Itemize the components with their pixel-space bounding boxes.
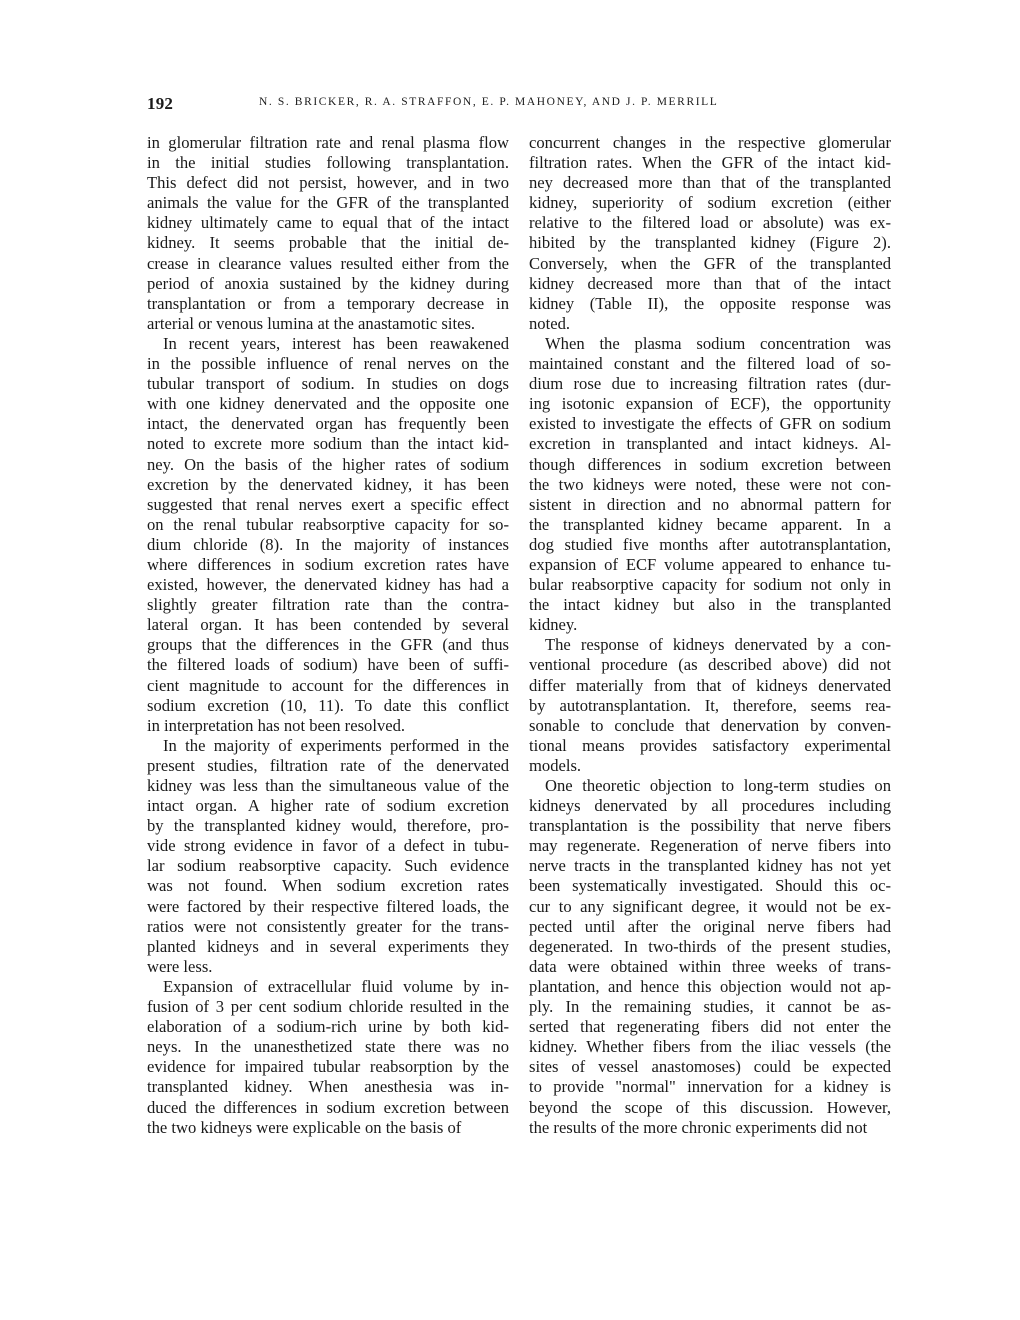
text-line: differ materially from that of kidneys denervated: [529, 675, 891, 695]
text-line: suggested that renal nerves exert a specific effect: [147, 494, 509, 514]
text-line: nerve tracts in the transplanted kidney has not yet: [529, 856, 891, 876]
text-line: Conversely, when the GFR of the transplanted: [529, 253, 891, 273]
text-line: kidney. It seems probable that the initial de-: [147, 233, 509, 253]
text-line: This defect did not persist, however, and in two: [147, 173, 509, 193]
paragraph: [147, 133, 509, 334]
text-line: hibited by the transplanted kidney (Figure 2).: [529, 233, 891, 253]
text-line: excretion by the denervated kidney, it has been: [147, 474, 509, 494]
text-line: sites of vessel anastomoses) could be expected: [529, 1057, 891, 1077]
text-line: the intact kidney but also in the transplanted: [529, 595, 891, 615]
text-line: cient magnitude to account for the differences in: [147, 675, 509, 695]
text-line: on the renal tubular reabsorptive capacity for so-: [147, 514, 509, 534]
text-line: the two kidneys were noted, these were not con-: [529, 474, 891, 494]
text-line: intact organ. A higher rate of sodium excretion: [147, 796, 509, 816]
paragraph: [529, 133, 891, 334]
text-line: by the transplanted kidney would, therefore, pro-: [147, 816, 509, 836]
text-line: planted kidneys and in several experiments they: [147, 936, 509, 956]
text-line: relative to the filtered load or absolute) was ex-: [529, 213, 891, 233]
text-line: in the initial studies following transplantation.: [147, 153, 509, 173]
text-line: existed, however, the denervated kidney has had a: [147, 575, 509, 595]
text-line: beyond the scope of this discussion. However,: [529, 1097, 891, 1117]
text-line: dog studied five months after autotransplantation,: [529, 534, 891, 554]
text-line: may regenerate. Regeneration of nerve fibers into: [529, 836, 891, 856]
text-line: kidneys denervated by all procedures including: [529, 796, 891, 816]
page-header: [147, 94, 892, 116]
text-line: existed to investigate the effects of GFR on sodium: [529, 414, 891, 434]
text-line: in glomerular filtration rate and renal plasma flow: [147, 133, 509, 152]
text-line: degenerated. In two-thirds of the present studies,: [529, 936, 891, 956]
text-line: filtration rates. When the GFR of the intact kid-: [529, 153, 891, 173]
text-line: the two kidneys were explicable on the basis of: [147, 1117, 462, 1137]
text-line: present studies, filtration rate of the denervated: [147, 755, 509, 775]
text-line: were less.: [147, 956, 213, 976]
paragraph: [529, 776, 891, 1138]
running-head-authors: N. S. BRICKER, R. A. STRAFFON, E. P. MAHONEY, AND J. P. MERRILL: [259, 96, 719, 108]
text-line: concurrent changes in the respective glomerular: [529, 133, 891, 152]
text-line: cur to any significant degree, it would not be ex-: [529, 896, 891, 916]
text-line: in the possible influence of renal nerves on the: [147, 354, 509, 374]
paragraph: [147, 977, 509, 1138]
text-line: The response of kidneys denervated by a con-: [545, 635, 891, 655]
text-line: sodium excretion (10, 11). To date this conflict: [147, 695, 509, 715]
paragraph: [147, 736, 509, 977]
text-line: When the plasma sodium concentration was: [545, 333, 891, 353]
text-line: ventional procedure (as described above) did not: [529, 655, 891, 675]
text-line: kidney decreased more than that of the intact: [529, 273, 891, 293]
text-line: serted that regenerating fibers did not enter the: [529, 1017, 891, 1037]
text-line: kidney.: [529, 615, 578, 635]
text-line: ney decreased more than that of the transplanted: [529, 173, 891, 193]
text-line: crease in clearance values resulted either from the: [147, 253, 509, 273]
text-line: expansion of ECF volume appeared to enhance tu-: [529, 554, 891, 574]
text-line: noted.: [529, 313, 571, 333]
text-line: Expansion of extracellular fluid volume by in-: [163, 976, 509, 996]
text-line: maintained constant and the filtered load of so-: [529, 354, 891, 374]
paragraph: [529, 635, 891, 776]
text-line: sistent in direction and no abnormal pattern for: [529, 494, 891, 514]
page-number: 192: [147, 94, 174, 113]
text-line: where differences in sodium excretion rates have: [147, 554, 509, 574]
text-line: animals the value for the GFR of the transplanted: [147, 193, 509, 213]
text-line: lar sodium reabsorptive capacity. Such evidence: [147, 856, 509, 876]
paragraph: [147, 334, 509, 736]
text-line: by autotransplantation. It, therefore, seems rea-: [529, 695, 891, 715]
text-line: transplantation or from a temporary decrease in: [147, 293, 509, 313]
text-line: transplanted kidney. When anesthesia was in-: [147, 1077, 509, 1097]
text-line: tubular transport of sodium. In studies on dogs: [147, 374, 509, 394]
text-line: sonable to conclude that denervation by conven-: [529, 715, 891, 735]
text-line: though differences in sodium excretion between: [529, 454, 891, 474]
text-line: ratios were not consistently greater for the trans-: [147, 916, 509, 936]
text-line: noted to excrete more sodium than the intact kid-: [147, 434, 509, 454]
text-line: kidney. Whether fibers from the iliac vessels (the: [529, 1037, 891, 1057]
text-line: vide strong evidence in favor of a defect in tubu-: [147, 836, 509, 856]
text-line: elaboration of a sodium-rich urine by both kid-: [147, 1017, 509, 1037]
paragraph: [529, 334, 891, 635]
text-line: the filtered loads of sodium) have been of suffi-: [147, 655, 509, 675]
text-line: groups that the differences in the GFR (and thus: [147, 635, 509, 655]
text-line: kidney ultimately came to equal that of the intact: [147, 213, 509, 233]
text-line: been systematically investigated. Should this oc-: [529, 876, 891, 896]
text-line: fusion of 3 per cent sodium chloride resulted in the: [147, 997, 509, 1017]
text-line: were factored by their respective filtered loads, the: [147, 896, 509, 916]
text-line: bular reabsorptive capacity for sodium not only in: [529, 575, 891, 595]
text-line: tional means provides satisfactory experimental: [529, 735, 891, 755]
text-line: ply. In the remaining studies, it cannot be as-: [529, 997, 891, 1017]
left-column: [147, 133, 509, 1138]
text-line: was not found. When sodium excretion rates: [147, 876, 509, 896]
text-line: plantation, and hence this objection would not ap-: [529, 976, 891, 996]
text-line: excretion in transplanted and intact kidneys. Al-: [529, 434, 891, 454]
right-column: [529, 133, 891, 1138]
text-line: In the majority of experiments performed in the: [163, 735, 509, 755]
text-line: period of anoxia sustained by the kidney during: [147, 273, 509, 293]
text-line: lateral organ. It has been contended by several: [147, 615, 509, 635]
text-line: One theoretic objection to long-term studies on: [545, 776, 891, 795]
text-line: the results of the more chronic experiments did not: [529, 1117, 868, 1137]
text-line: neys. In the unanesthetized state there was no: [147, 1037, 509, 1057]
text-line: kidney was less than the simultaneous value of the: [147, 776, 509, 795]
text-line: pected until after the original nerve fibers had: [529, 916, 891, 936]
text-line: slightly greater filtration rate than the contra-: [147, 595, 509, 615]
text-line: kidney, superiority of sodium excretion (either: [529, 193, 891, 213]
text-line: models.: [529, 755, 582, 775]
text-line: ing isotonic expansion of ECF), the opportunity: [529, 394, 891, 414]
text-line: In recent years, interest has been reawakened: [163, 333, 509, 353]
text-line: the transplanted kidney became apparent. In a: [529, 514, 891, 534]
text-line: transplantation is the possibility that nerve fibers: [529, 816, 891, 836]
text-line: evidence for impaired tubular reabsorption by the: [147, 1057, 509, 1077]
text-line: dium chloride (8). In the majority of instances: [147, 534, 509, 554]
text-line: to provide "normal" innervation for a kidney is: [529, 1077, 891, 1097]
text-line: dium rose due to increasing filtration rates (dur-: [529, 374, 891, 394]
text-line: ney. On the basis of the higher rates of sodium: [147, 454, 509, 474]
text-line: data were obtained within three weeks of trans-: [529, 956, 891, 976]
text-line: in interpretation has not been resolved.: [147, 715, 406, 735]
text-line: duced the differences in sodium excretion between: [147, 1097, 509, 1117]
text-line: intact, the denervated organ has frequently been: [147, 414, 509, 434]
text-line: arterial or venous lumina at the anastamotic sites.: [147, 313, 476, 333]
text-line: kidney (Table II), the opposite response was: [529, 293, 891, 313]
text-line: with one kidney denervated and the opposite one: [147, 394, 509, 414]
